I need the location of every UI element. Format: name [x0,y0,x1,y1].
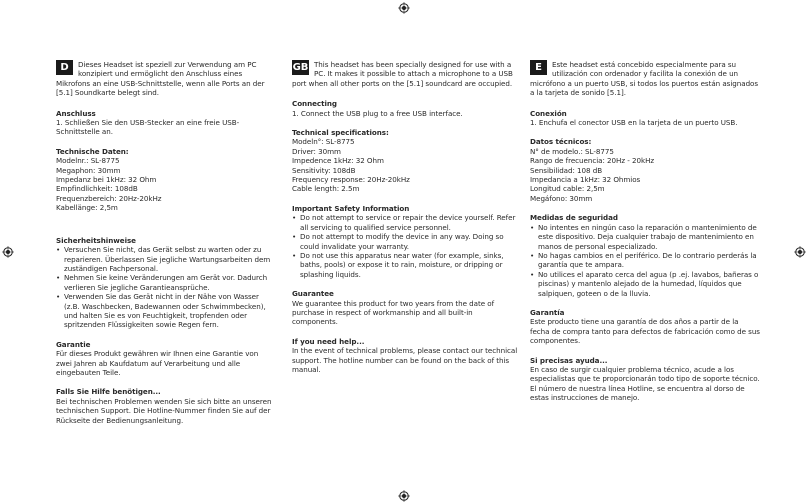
guarantee-heading: Garantie [56,339,91,349]
guarantee-section [56,340,274,378]
spec-line: Megaphon: 30mm [56,165,121,175]
connect-heading: Conexión [530,108,567,118]
specs-heading: Technical specifications: [292,128,389,138]
spec-line: Impedanz bei 1kHz: 32 Ohm [56,175,157,185]
help-text: Bei technischen Problemen wenden Sie sich bitte an unseren technischen Support. Die Hotline-Nummer finden Sie auf der Rückseite der Bedienungsanleitung. [56,396,272,425]
intro-text: This headset has been specially designed for use with a PC. It makes it possible to attach a microphone to a USB port when all other ports on the [5.1] soundcard are occupied. [292,60,513,88]
safety-item: • No intentes en ningún caso la reparación o mantenimiento de este dispositivo. Deja cualquier trabajo de mantenimiento en manos de personal especializado. [530,223,760,251]
safety-item: • Versuchen Sie nicht, das Gerät selbst zu warten oder zu reparieren. Überlassen Sie jegliche Wartungsarbeiten dem zuständigen Fachpersonal. [56,245,274,273]
spec-line: Megáfono: 30mm [530,193,593,203]
guarantee-heading: Garantía [530,307,565,317]
guarantee-text: We guarantee this product for two years from the date of purchase in respect of workmanship and all built-in components. [292,298,495,327]
spec-line: Empfindlichkeit: 108dB [56,184,138,194]
spec-line: Sensitivity: 108dB [292,165,356,175]
language-badge: GB [292,62,309,73]
connect-step: 1. Enchufa el conector USB en la tarjeta de un puerto USB. [530,118,738,128]
help-text: En caso de surgir cualquier problema técnico, acude a los especialistas que te proporcionarán todo tipo de soporte técnico. El número de nuestra línea Hotline, se encuentra al dorso de estas instrucciones de manejo. [530,364,760,403]
column-german [56,60,274,435]
column-spanish [530,60,760,413]
safety-item: • Nehmen Sie keine Veränderungen am Gerät vor. Dadurch verlieren Sie jegliche Garantieansprüche. [56,273,274,292]
intro-text: Dieses Headset ist speziell zur Verwendung am PC konzipiert und ermöglicht den Anschluss eines Mikrofons an eine USB-Schnittstelle, wenn alle Ports an der [5.1] Soundkarte belegt sind. [56,60,265,98]
safety-list [292,213,518,279]
spec-line: Driver: 30mm [292,146,341,156]
safety-item: • Do not use this apparatus near water (for example, sinks, baths, pools) or expose it to rain, moisture, or dripping or splashing liquids. [292,251,518,279]
safety-section [530,213,760,298]
intro-paragraph [56,60,274,98]
spec-line: Sensibilidad: 108 dB [530,165,603,175]
language-badge: D [56,60,73,75]
specs-section [56,147,274,213]
specs-section [292,128,518,194]
spec-line: Cable length: 2.5m [292,184,360,194]
registration-mark-right-icon [794,246,806,258]
spec-line: Impedence 1kHz: 32 Ohm [292,156,384,166]
spec-line: Longitud cable: 2,5m [530,184,605,194]
guarantee-section [530,308,760,346]
specs-heading: Datos técnicos: [530,137,592,147]
help-heading: Si precisas ayuda... [530,355,608,365]
safety-item: • Do not attempt to modify the device in any way. Doing so could invalidate your warranty. [292,232,518,251]
safety-list [530,223,760,298]
safety-section [56,236,274,330]
connect-section [530,109,760,128]
spec-line: N° de modelo.: SL-8775 [530,146,614,156]
connect-heading: Connecting [292,99,337,109]
safety-list [56,245,274,330]
guarantee-section [292,289,518,327]
safety-item: • Verwenden Sie das Gerät nicht in der Nähe von Wasser (z.B. Waschbecken, Badewannen oder Schwimmbecken), und halten Sie es von Feuchtigkeit, tropfenden oder spritzenden Flüssigkeiten sowie Regen fern. [56,292,274,330]
language-badge: E [530,60,547,75]
spec-line: Modeln°: SL-8775 [292,137,355,147]
spec-line: Rango de frecuencia: 20Hz - 20kHz [530,156,655,166]
help-section [56,387,274,425]
registration-mark-bottom-icon [398,490,410,502]
spec-line: Modelnr.: SL-8775 [56,156,120,166]
help-section [292,337,518,375]
help-heading: If you need help... [292,336,365,346]
safety-heading: Medidas de seguridad [530,213,618,223]
registration-mark-left-icon [2,246,14,258]
connect-step: 1. Connect the USB plug to a free USB interface. [292,108,463,118]
connect-section [292,99,518,118]
safety-heading: Sicherheitshinweise [56,235,136,245]
spec-line: Frequenzbereich: 20Hz-20kHz [56,193,162,203]
safety-item: • No utilices el aparato cerca del agua (p .ej. lavabos, bañeras o piscinas) y mantenlo alejado de la humedad, líquidos que salpiquen, goteen o de la lluvia. [530,270,760,298]
guarantee-text: Für dieses Produkt gewähren wir Ihnen eine Garantie von zwei Jahren ab Kaufdatum auf Verarbeitung und alle eingebauten Teile. [56,349,259,377]
safety-section [292,204,518,279]
guarantee-text: Este producto tiene una garantía de dos años a partir de la fecha de compra tanto para defectos de fabricación como de sus componentes. [530,317,760,346]
specs-heading: Technische Daten: [56,146,129,156]
connect-section [56,109,274,137]
specs-section [530,137,760,203]
intro-paragraph [292,60,518,88]
safety-item: • No hagas cambios en el periférico. De lo contrario perderás la garantía que te ampara. [530,251,760,270]
connect-heading: Anschluss [56,108,96,118]
help-heading: Falls Sie Hilfe benötigen... [56,387,161,397]
column-english [292,60,518,384]
help-text: In the event of technical problems, please contact our technical support. The hotline number can be found on the back of this manual. [292,346,518,374]
spec-line: Kabellänge: 2,5m [56,203,118,213]
spec-line: Impedancia a 1kHz: 32 Ohmios [530,175,641,185]
help-section [530,356,760,403]
spec-line: Frequency response: 20Hz-20kHz [292,175,410,185]
intro-paragraph [530,60,760,98]
intro-text: Este headset está concebido especialmente para su utilización con ordenador y facilita la conexión de un micrófono a un puerto USB, si todos los puertos están asignados a la tarjeta de sonido [5.1]. [530,60,759,98]
safety-item: • Do not attempt to service or repair the device yourself. Refer all servicing to qualified service personnel. [292,213,518,232]
registration-mark-top-icon [398,2,410,14]
connect-step: 1. Schließen Sie den USB-Stecker an eine freie USB-Schnittstelle an. [56,118,240,137]
guarantee-heading: Guarantee [292,289,334,299]
safety-heading: Important Safety Information [292,203,410,213]
